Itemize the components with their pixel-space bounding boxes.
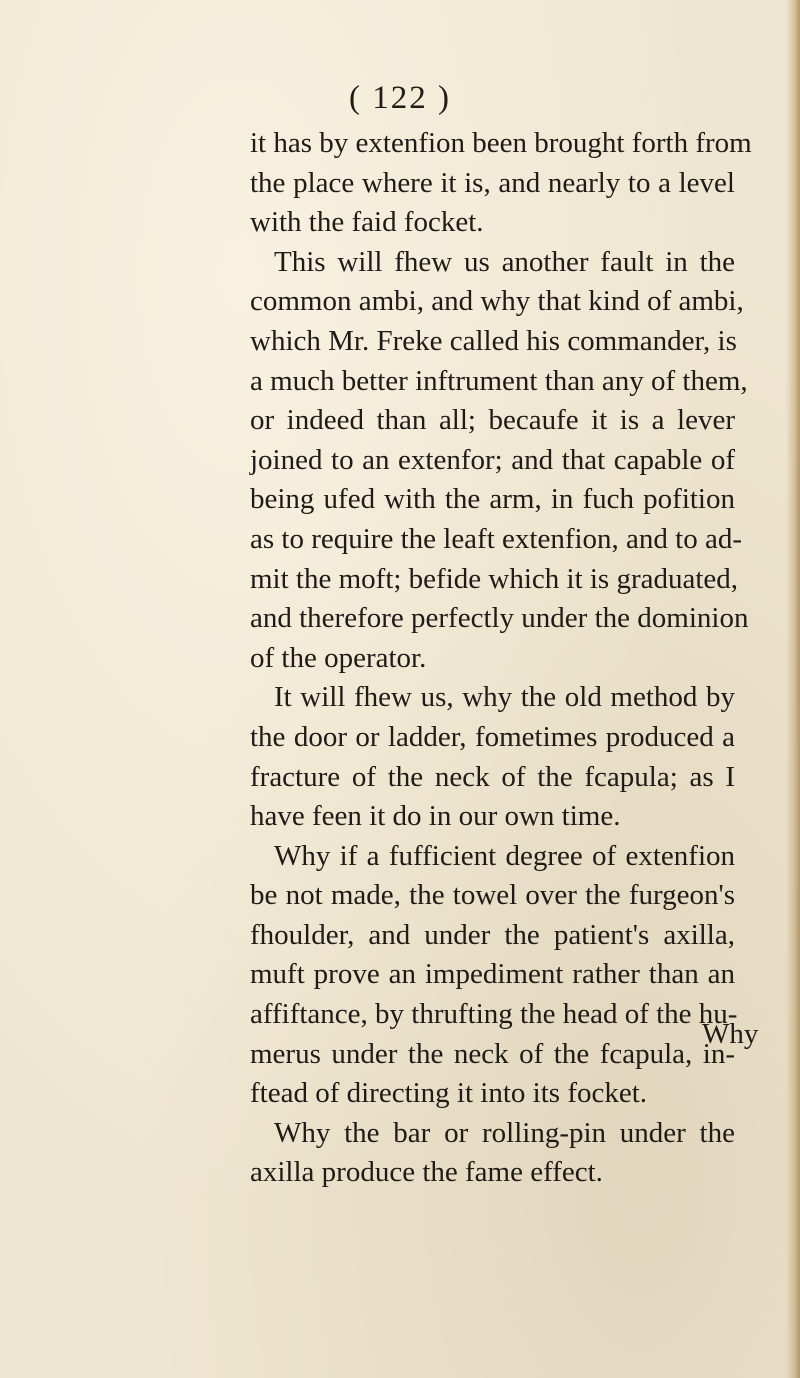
body-text: [250, 124, 752, 1193]
text-line: fracture of the neck of the fcapula; as I: [250, 760, 735, 793]
text-line: being ufed with the arm, in fuch pofition: [250, 483, 735, 516]
text-line: common ambi, and why that kind of ambi,: [250, 285, 744, 318]
text-line: fhoulder, and under the patient's axilla,: [250, 918, 735, 951]
text-line: mit the moft; befide which it is graduated,: [250, 562, 739, 595]
text-line: Why if a fufficient degree of extenfion: [274, 839, 735, 872]
text-line: affiftance, by thrufting the head of the hu-: [250, 998, 738, 1031]
text-line: it has by extenfion been brought forth from: [250, 127, 752, 159]
text-line: a much better inftrument than any of them,: [250, 364, 748, 397]
text-line: which Mr. Freke called his commander, is: [250, 324, 737, 357]
text-line: of the operator.: [250, 641, 427, 674]
text-line: the place where it is, and nearly to a level: [250, 166, 735, 199]
text-line: joined to an extenfor; and that capable of: [250, 443, 735, 476]
text-line: It will fhew us, why the old method by: [274, 681, 735, 714]
page-number: ( 122 ): [349, 80, 451, 116]
text-line: muft prove an impediment rather than an: [250, 958, 735, 991]
catchword: Why: [702, 1018, 759, 1050]
text-line: Why the bar or rolling-pin under the: [274, 1116, 735, 1149]
text-line: and therefore perfectly under the dominion: [250, 602, 749, 635]
page-edge-shadow: [786, 0, 800, 1378]
text-line: have feen it do in our own time.: [250, 800, 621, 833]
text-line: This will fhew us another fault in the: [274, 245, 735, 278]
text-line: axilla produce the fame effect.: [250, 1156, 603, 1189]
text-line: or indeed than all; becaufe it is a lever: [250, 404, 735, 437]
text-line: the door or ladder, fometimes produced a: [250, 720, 735, 753]
text-line: as to require the leaft extenfion, and to ad-: [250, 522, 742, 555]
text-line: merus under the neck of the fcapula, in-: [250, 1037, 735, 1070]
text-line: with the faid focket.: [250, 206, 484, 239]
text-line: ftead of directing it into its focket.: [250, 1077, 648, 1110]
text-line: be not made, the towel over the furgeon's: [250, 879, 735, 912]
